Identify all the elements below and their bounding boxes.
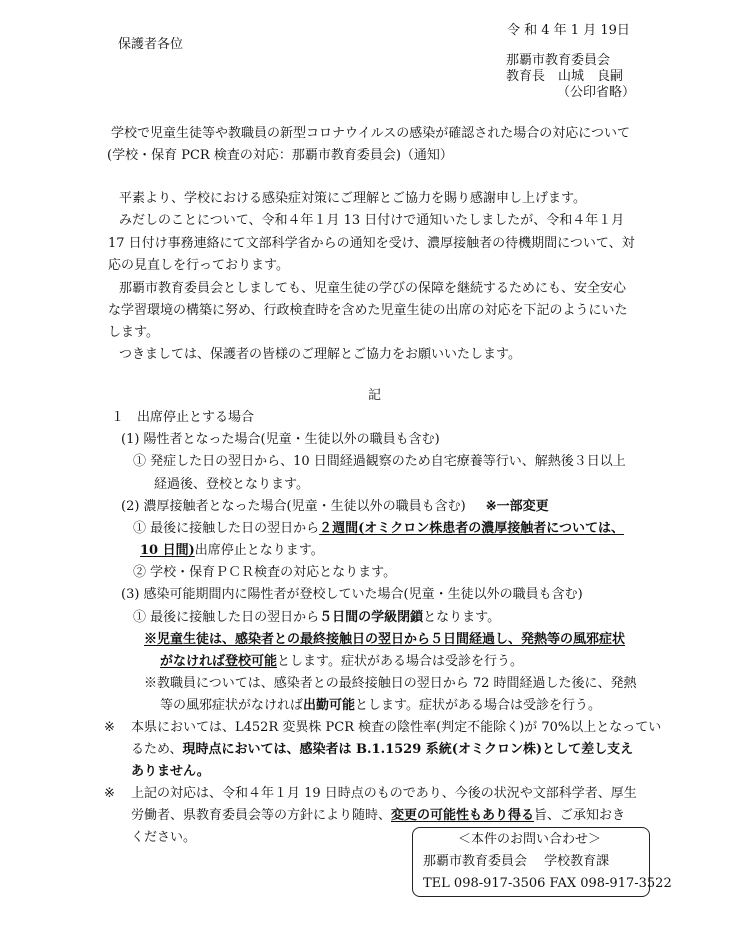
note-2-mark: ※ xyxy=(104,786,115,801)
body-paragraph-3-line-1: 那覇市教育委員会としましても、児童生徒の学びの保障を継続するためにも、安全安心 xyxy=(119,281,627,296)
note-1-line-2-text: るため、 xyxy=(131,742,183,757)
staff-note-text: 等の風邪症状がなければ xyxy=(160,698,304,713)
case-2-item-2: ② 学校・保育ＰＣＲ検査の対応となります。 xyxy=(133,565,397,580)
note-2-line-3: ください。 xyxy=(131,830,197,845)
case-2-period-emphasis: ２週間(オミクロン株患者の濃厚接触者については、 xyxy=(319,521,625,536)
document-title: 学校で児童生徒等や教職員の新型コロナウイルスの感染が確認された場合の対応について xyxy=(111,126,630,141)
note-2-line-1: 上記の対応は、令和４年１月 19 日時点のものであり、今後の状況や文部科学者、厚生 xyxy=(131,786,637,801)
ki-marker: 記 xyxy=(368,388,382,403)
note-1-mark: ※ xyxy=(104,720,115,735)
section-1-heading: １ 出席停止とする場合 xyxy=(111,410,255,425)
addressee: 保護者各位 xyxy=(118,37,184,52)
case-2-item-1-tail: 出席停止となります。 xyxy=(194,543,324,558)
contact-phone: TEL 098-917-3506 FAX 098-917-3522 xyxy=(423,876,672,891)
students-note-emphasis: がなければ登校可能 xyxy=(160,654,278,669)
note-1-line-3: ありません。 xyxy=(131,764,210,779)
note-2-tail: 旨、ご承知おき xyxy=(534,808,626,823)
case-2-heading-text: (2) 濃厚接触者となった場合(児童・生徒以外の職員も含む) xyxy=(121,499,466,514)
staff-note-line-2 xyxy=(160,699,601,712)
document-subtitle: (学校・保育 PCR 検査の対応：那覇市教育委員会)（通知） xyxy=(107,148,453,163)
class-closure-emphasis: ５日間の学級閉鎖 xyxy=(319,610,424,625)
case-2-heading xyxy=(121,500,549,513)
case-3-item-1 xyxy=(133,611,500,624)
case-1-item-1-line-2: 経過後、登校となります。 xyxy=(154,477,309,492)
case-2-item-1-line-2 xyxy=(140,544,324,557)
note-1-line-2 xyxy=(131,743,633,756)
body-paragraph-3-line-3: します。 xyxy=(108,325,159,340)
issue-date: 令 和 4 年 1 月 19日 xyxy=(507,23,630,38)
partial-change-note: ※一部変更 xyxy=(485,499,549,514)
body-paragraph-3-line-2: な学習環境の構築に努め、行政検査時を含めた児童生徒の出席の対応を下記のようにいた xyxy=(108,303,628,318)
note-2-line-2 xyxy=(131,809,625,822)
body-paragraph-2-line-2: 17 日付け事務連絡にて文部科学省からの通知を受け、濃厚接触者の待機期間について、対 xyxy=(108,236,635,251)
case-3-item-1-tail: となります。 xyxy=(423,610,501,625)
note-2-emphasis: 変更の可能性もあり得る xyxy=(391,808,535,823)
staff-note-emphasis: 出勤可能 xyxy=(303,698,356,713)
issuer-name: 教育長 山城 良嗣 xyxy=(506,69,624,84)
note-1-line-1: 本県においては、L452R 変異株 PCR 検査の陰性率(判定不能除く)が 70%以上となってい xyxy=(131,720,662,735)
students-note-tail: とします。症状がある場合は受診を行う。 xyxy=(277,654,523,669)
case-2-period-emphasis-cont: 10 日間) xyxy=(140,543,195,558)
contact-heading: ＜本件のお問い合わせ＞ xyxy=(458,832,602,847)
note-2-line-2-text: 労働者、県教育委員会等の方針により随時、 xyxy=(131,808,392,823)
body-paragraph-1: 平素より、学校における感染症対策にご理解とご協力を賜り感謝申し上げます。 xyxy=(119,191,586,206)
contact-organization: 那覇市教育委員会 学校教育課 xyxy=(423,854,610,869)
body-paragraph-4: つきましては、保護者の皆様のご理解とご協力をお願いいたします。 xyxy=(119,347,521,362)
case-2-item-1-text: ① 最後に接触した日の翌日から xyxy=(133,521,320,536)
body-paragraph-2-line-3: 応の見直しを行っております。 xyxy=(108,258,289,273)
body-paragraph-2-line-1: みだしのことについて、令和４年１月 13 日付けで通知いたしましたが、令和４年１月 xyxy=(119,213,625,228)
seal-note: （公印省略） xyxy=(557,85,636,100)
note-1-emphasis: 現時点においては、感染者は B.1.1529 系統(オミクロン株)として差し支え xyxy=(182,742,634,757)
issuer-organization: 那覇市教育委員会 xyxy=(506,53,611,68)
case-1-item-1-line-1: ① 発症した日の翌日から、10 日間経過観察のため自宅療養等行い、解熱後３日以上 xyxy=(133,454,626,469)
case-3-item-1-text: ① 最後に接触した日の翌日から xyxy=(133,610,320,625)
students-note-line-2 xyxy=(160,655,523,668)
case-3-heading: (3) 感染可能期間内に陽性者が登校していた場合(児童・生徒以外の職員も含む) xyxy=(121,587,583,602)
case-2-item-1-line-1 xyxy=(133,522,624,535)
staff-note-tail: とします。症状がある場合は受診を行う。 xyxy=(355,698,601,713)
students-note-line-1: ※児童生徒は、感染者との最終接触日の翌日から５日間経過し、発熱等の風邪症状 xyxy=(144,632,626,647)
case-1-heading: (1) 陽性者となった場合(児童・生徒以外の職員も含む) xyxy=(121,432,440,447)
staff-note-line-1: ※教職員については、感染者との最終接触日の翌日から 72 時間経過した後に、発熱 xyxy=(144,676,637,691)
